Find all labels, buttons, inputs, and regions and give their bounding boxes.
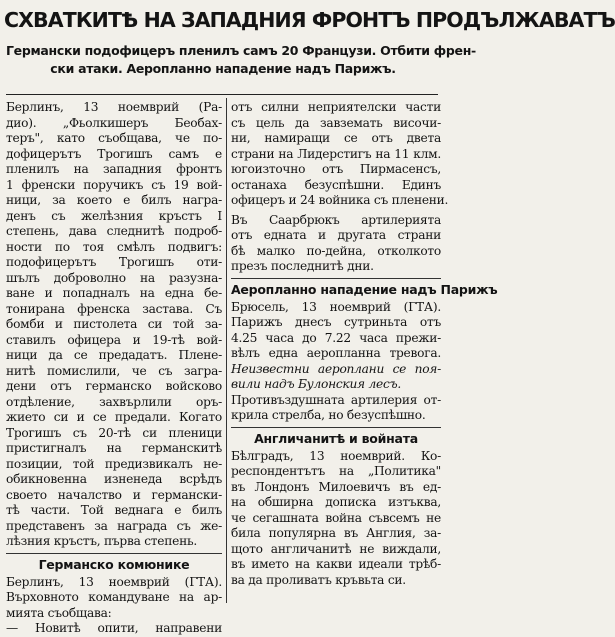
text-line: бомби и пистолета си той за- xyxy=(6,317,222,331)
page-headline: СХВАТКИТѢ НА ЗАПАДНИЯ ФРОНТЪ ПРОДЪЛЖАВАТЪ xyxy=(4,8,615,32)
text-line: вили надъ Булонския лесъ. xyxy=(231,377,402,391)
text-line: крила стрелба, но безуспѣшно. xyxy=(231,408,426,422)
text-line: ници, за което е билъ награ- xyxy=(6,193,222,207)
text-line: лѣзния кръстъ, първа степень. xyxy=(6,534,197,548)
text-line: отъ силни неприятелски части xyxy=(231,100,441,114)
text-line: дио). „Фьолкишеръ Беобах- xyxy=(6,115,222,130)
text-line: тонирана френска застава. Съ xyxy=(6,301,222,316)
text-line: бѣ малко по-дейна, отколкото xyxy=(231,243,441,258)
communique-story xyxy=(6,575,222,637)
section-rule xyxy=(6,553,222,554)
text-line: нитѣ помислили, че съ загра- xyxy=(6,363,222,378)
section-rule xyxy=(231,427,441,428)
text-line: мията съобщава: xyxy=(6,605,112,620)
text-line: степень, дава следнитѣ подроб- xyxy=(6,224,222,238)
text-line: пленилъ на западния фронтъ xyxy=(6,162,222,176)
main-story xyxy=(6,100,222,550)
text-line: ставилъ офицера и 19-тѣ вой- xyxy=(6,332,222,347)
text-line: — Новитѣ опити, направени xyxy=(6,621,222,635)
text-line: теръ", като съобщава, че по- xyxy=(6,131,222,145)
deck-line: ски атаки. Аеропланно нападение надъ Парижъ. xyxy=(50,61,396,76)
text-line: югоизточно отъ Пирмасенсъ, xyxy=(231,162,441,176)
section-rule xyxy=(231,278,441,279)
text-line: Бѣлградъ, 13 ноемврий. Ко- xyxy=(231,448,441,463)
section-heading: Англичанитѣ и войната xyxy=(254,430,418,446)
text-line: щото англичанитѣ не виждали, xyxy=(231,541,441,556)
top-rule xyxy=(6,94,438,95)
text-line: своето началство и германски- xyxy=(6,487,222,502)
english-war-story xyxy=(231,449,441,589)
text-line: 1 френски поручикъ съ 19 вой- xyxy=(6,177,222,192)
text-line: Берлинъ, 13 ноемврий (ГТА). xyxy=(6,574,222,589)
text-line: ване и попадналъ на една бе- xyxy=(6,286,222,300)
section-heading: Аеропланно нападение надъ Парижъ xyxy=(231,281,498,297)
text-line: отдѣление, захвърлили оръ- xyxy=(6,394,222,409)
text-line: Противъздушната артилерия от- xyxy=(231,392,441,407)
section-heading: Германско комюнике xyxy=(38,556,190,572)
text-line: представенъ за награда съ же- xyxy=(6,518,222,533)
text-line: жието си и се предали. Когато xyxy=(6,410,222,424)
text-line: вѣлъ една аеропланна тревога. xyxy=(231,346,441,360)
text-line: съ цель да завземать височи- xyxy=(231,115,441,130)
text-line: Парижъ днесъ сутриньта отъ xyxy=(231,315,441,329)
text-line: денъ съ желѣзния кръстъ I xyxy=(6,208,222,223)
text-line: Брюсель, 13 ноемврий (ГТА). xyxy=(231,299,441,314)
text-line: презъ последнитѣ дни. xyxy=(231,259,374,273)
text-line: 4.25 часа до 7.22 часа прежи- xyxy=(231,330,441,345)
left-column xyxy=(6,100,222,637)
deck-line: Германски подофицеръ пленилъ самъ 20 Французи. Отбити френ- xyxy=(6,43,476,58)
text-line: че сегашната война съвсемъ не xyxy=(231,510,441,525)
text-line: ници да се предадатъ. Плене- xyxy=(6,348,222,362)
text-line: останаха безуспѣшни. Единъ xyxy=(231,177,441,192)
text-line: страни на Лидерстигъ на 11 клм. xyxy=(231,146,441,161)
text-line: позиции, той предизвикалъ не- xyxy=(6,456,222,471)
text-line: ности по тоя смѣлъ подвигъ: xyxy=(6,239,222,254)
text-line: въ името на какви идеали трѣб- xyxy=(231,557,441,571)
text-line: Берлинъ, 13 ноемврий (Ра- xyxy=(6,100,222,114)
text-line: дени отъ германско войсково xyxy=(6,379,222,393)
text-line: офицеръ и 24 войника съ пленени. xyxy=(231,193,449,207)
continued-story xyxy=(231,100,449,209)
text-line: Върховното командуване на ар- xyxy=(6,590,222,604)
text-line: Трогишъ съ 20-тѣ си пленици xyxy=(6,425,222,440)
paris-raid-story xyxy=(231,300,441,424)
text-line: Въ Саарбрюкъ артилерията xyxy=(231,212,441,227)
column-rule xyxy=(226,98,227,603)
text-line: ни, намиращи се отъ двета xyxy=(231,131,441,145)
text-line: пристигналъ на германскитѣ xyxy=(6,441,222,455)
text-line: била популярна въ Англия, за- xyxy=(231,526,441,540)
headline-deck xyxy=(6,42,476,78)
text-line: на обширна дописка изтъква, xyxy=(231,495,441,509)
text-line: обикновенна изненеда всрѣдъ xyxy=(6,472,222,486)
text-line: шълъ доброволно на разузна- xyxy=(6,270,222,285)
text-line: тѣ части. Той веднага е билъ xyxy=(6,503,222,517)
text-line: Неизвестни аероплани се поя- xyxy=(231,361,441,376)
saarbruck-paragraph xyxy=(231,213,441,275)
text-line: подофицерътъ Трогишъ оти- xyxy=(6,255,222,269)
text-line: дофицерътъ Трогишъ самъ е xyxy=(6,146,222,161)
text-line: ва да проливатъ кръвьта си. xyxy=(231,572,406,587)
right-column xyxy=(231,100,498,588)
text-line: респондентътъ на „Политика" xyxy=(231,464,441,478)
text-line: въ Лондонъ Милоевичъ въ ед- xyxy=(231,479,441,494)
text-line: отъ едната и другата страни xyxy=(231,228,441,242)
